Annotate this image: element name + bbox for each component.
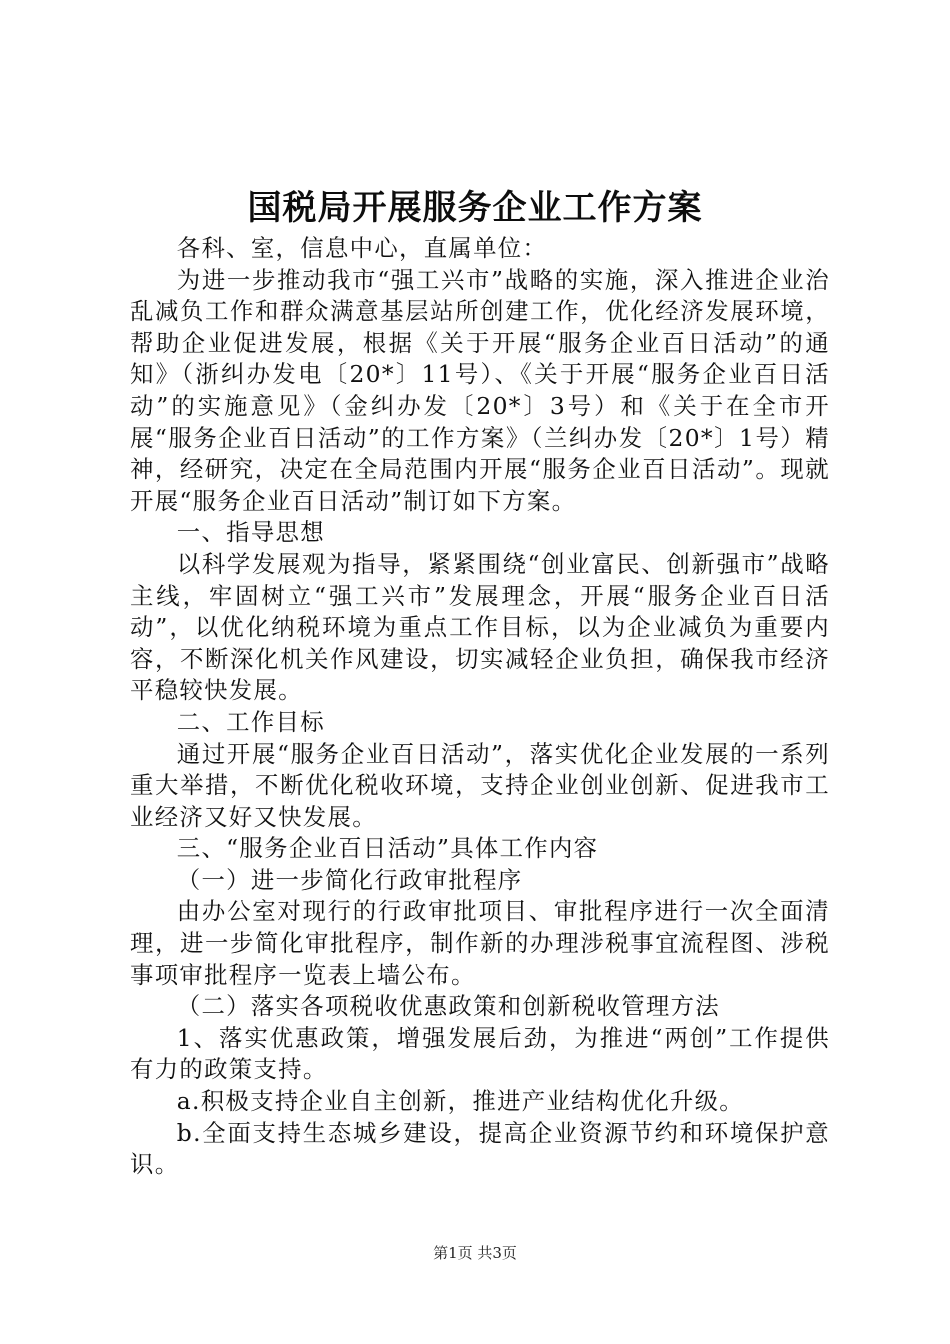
document-body (130, 233, 830, 1181)
guiding-ideology-paragraph: 以科学发展观为指导，紧紧围绕“创业富民、创新强市”战略主线，牢固树立“强工兴市”发展理念，开展“服务企业百日活动”，以优化纳税环境为重点工作目标，以为企业减负为重要内容，不断深化机关作风建设，切实减轻企业负担，确保我市经济平稳较快发展。 (130, 549, 830, 705)
intro-paragraph: 为进一步推动我市“强工兴市”战略的实施，深入推进企业治乱减负工作和群众满意基层站所创建工作，优化经济发展环境，帮助企业促进发展，根据《关于开展“服务企业百日活动”的通知》（浙纠办发电〔20*〕11号）、《关于开展“服务企业百日活动”的实施意见》（金纠办发〔20*〕3号）和《关于在全市开展“服务企业百日活动”的工作方案》（兰纠办发〔20*〕1号）精神，经研究，决定在全局范围内开展“服务企业百日活动”。现就开展“服务企业百日活动”制订如下方案。 (130, 265, 830, 515)
work-goals-paragraph: 通过开展“服务企业百日活动”，落实优化企业发展的一系列重大举措，不断优化税收环境，支持企业创业创新、促进我市工业经济又好又快发展。 (130, 739, 830, 831)
tax-policy-item-b: b.全面支持生态城乡建设，提高企业资源节约和环境保护意识。 (130, 1118, 830, 1179)
tax-policy-item-a: a.积极支持企业自主创新，推进产业结构优化升级。 (176, 1087, 744, 1116)
simplify-approval-paragraph: 由办公室对现行的行政审批项目、审批程序进行一次全面清理，进一步简化审批程序，制作新的办理涉税事宜流程图、涉税事项审批程序一览表上墙公布。 (130, 897, 830, 989)
tax-policy-item-1: 1、落实优惠政策，增强发展后劲，为推进“两创”工作提供有力的政策支持。 (130, 1023, 830, 1084)
subsection-heading-simplify-approval: （一）进一步简化行政审批程序 (176, 865, 523, 894)
subsection-heading-tax-policy: （二）落实各项税收优惠政策和创新税收管理方法 (176, 992, 720, 1021)
section-heading-work-content: 三、“服务企业百日活动”具体工作内容 (176, 834, 599, 863)
salutation: 各科、室，信息中心，直属单位： (176, 234, 548, 262)
section-heading-guiding-ideology: 一、指导思想 (176, 518, 325, 547)
page-number-footer: 第1页 共3页 (433, 1244, 517, 1262)
document-title: 国税局开展服务企业工作方案 (247, 188, 703, 228)
section-heading-work-goals: 二、工作目标 (176, 707, 325, 736)
